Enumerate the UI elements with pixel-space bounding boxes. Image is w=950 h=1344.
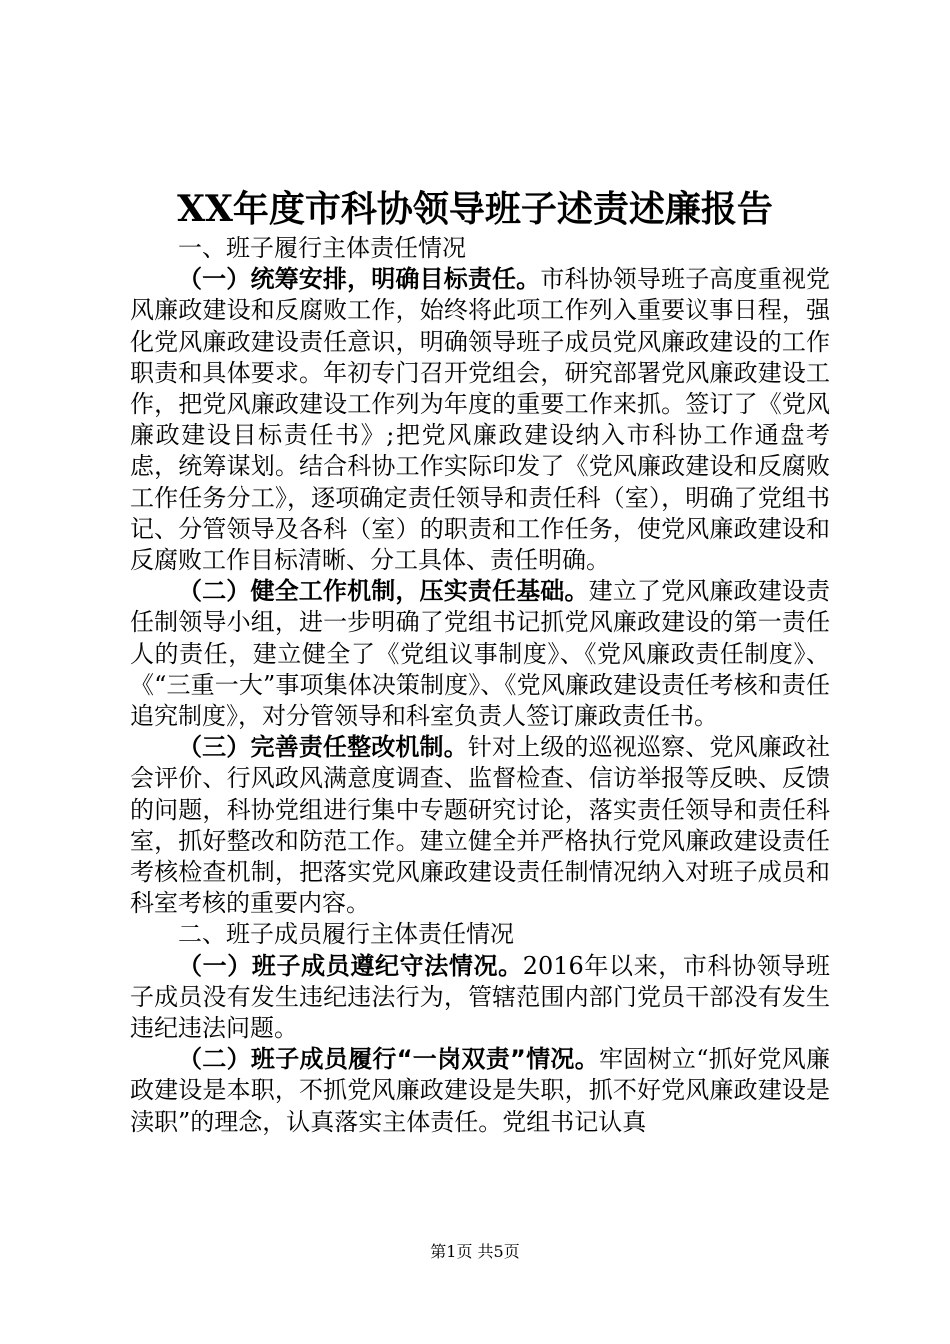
paragraph xyxy=(130,732,830,919)
paragraph xyxy=(130,576,830,732)
document-title: XX年度市科协领导班子述责述廉报告 xyxy=(177,188,773,230)
paragraph-lead: （三）完善责任整改机制。 xyxy=(178,733,468,762)
paragraph-body: 建立了党风廉政建设责任制领导小组，进一步明确了党组书记抓党风廉政建设的第一责任人的责任，建立健全了《党组议事制度》、《党风廉政责任制度》、《“三重一大”事项集体决策制度》、《党风廉政建设责任考核和责任追究制度》，对分管领导和科室负责人签订廉政责任书。 xyxy=(130,577,831,731)
paragraph xyxy=(130,951,830,1045)
paragraph-body: 市科协领导班子高度重视党风廉政建设和反腐败工作，始终将此项工作列入重要议事日程，强化党风廉政建设责任意识，明确领导班子成员党风廉政建设的工作职责和具体要求。年初专门召开党组会，研究部署党风廉政建设工作，把党风廉政建设工作列为年度的重要工作来抓。签订了《党风廉政建设目标责任书》;把党风廉政建设纳入市科协工作通盘考虑，统筹谋划。结合科协工作实际印发了《党风廉政建设和反腐败工作任务分工》，逐项确定责任领导和责任科（室），明确了党组书记、分管领导及各科（室）的职责和工作任务，使党风廉政建设和反腐败工作目标清晰、分工具体、责任明确。 xyxy=(130,265,831,575)
paragraph-lead: （二）班子成员履行“一岗双责”情况。 xyxy=(178,1045,599,1074)
document-body xyxy=(130,233,830,1138)
paragraph-body: 2016年以来，市科协领导班子成员没有发生违纪违法行为，管辖范围内部门党员干部没有发生违纪违法问题。 xyxy=(130,951,831,1043)
paragraph xyxy=(130,1044,830,1138)
section-heading: 二、班子成员履行主体责任情况 xyxy=(178,920,514,949)
paragraph-lead: （一）统筹安排，明确目标责任。 xyxy=(178,265,541,294)
paragraph-lead: （二）健全工作机制，压实责任基础。 xyxy=(178,577,589,606)
section-heading: 一、班子履行主体责任情况 xyxy=(178,234,466,262)
page-number-footer: 第1页 共5页 xyxy=(430,1242,520,1261)
paragraph-lead: （一）班子成员遵纪守法情况。 xyxy=(178,951,523,980)
paragraph-body: 针对上级的巡视巡察、党风廉政社会评价、行风政风满意度调查、监督检查、信访举报等反映、反馈的问题，科协党组进行集中专题研究讨论，落实责任领导和责任科室，抓好整改和防范工作。建立健全并严格执行党风廉政建设责任考核检查机制，把落实党风廉政建设责任制情况纳入对班子成员和科室考核的重要内容。 xyxy=(130,733,831,918)
paragraph-body: 牢固树立“抓好党风廉政建设是本职，不抓党风廉政建设是失职，抓不好党风廉政建设是渎职”的理念，认真落实主体责任。党组书记认真 xyxy=(130,1045,830,1136)
paragraph xyxy=(130,264,830,576)
